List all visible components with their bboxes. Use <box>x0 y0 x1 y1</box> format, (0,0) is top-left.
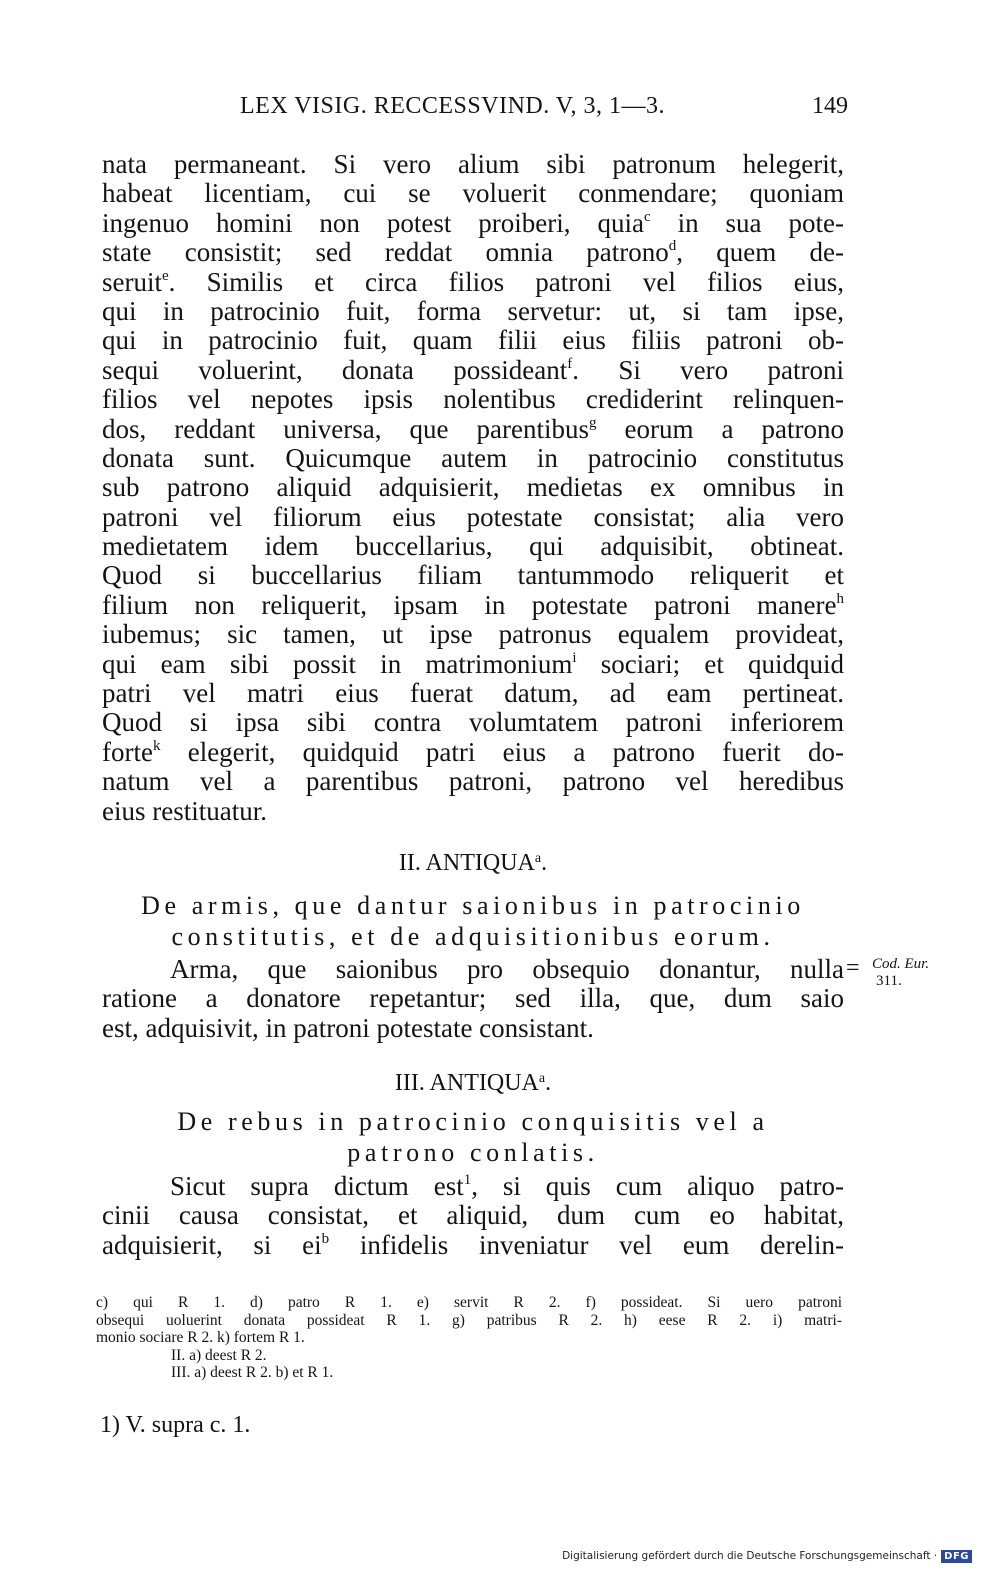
page-number: 149 <box>812 93 848 119</box>
footnote-marker: d <box>668 238 677 255</box>
rubric-iii <box>102 1106 844 1168</box>
text-line <box>102 503 844 532</box>
text-line <box>102 650 844 679</box>
text-segment: Arma, que saionibus pro obsequio donantur, nulla <box>170 954 844 984</box>
text-segment: dos, reddant universa, que parentibus <box>102 413 589 444</box>
credit-text: Digitalisierung gefördert durch die Deutsche Forschungsgemeinschaft · <box>562 1550 938 1562</box>
text-segment: donata sunt. Quicumque autem in patrocinio constitutus <box>102 442 844 473</box>
text-line <box>102 356 844 385</box>
text-line <box>102 1201 844 1230</box>
text-segment: medietatem idem buccellarius, qui adquisibit, obtineat. <box>102 531 844 562</box>
text-segment: sub patrono aliquid adquisierit, medietas ex omnibus in <box>102 472 844 503</box>
text-line <box>102 532 844 561</box>
text-line <box>102 415 844 444</box>
footnote-line: monio sociare R 2. k) fortem R 1. <box>96 1329 305 1346</box>
text-segment: nata permaneant. Si vero alium sibi patronum helegerit, <box>102 149 844 179</box>
text-segment: . Si vero patroni <box>572 354 844 385</box>
text-segment: sequi voluerint, donata possideant <box>102 354 568 385</box>
text-line <box>102 561 844 590</box>
text-segment: patroni vel filiorum eius potestate consistat; alia vero <box>102 501 844 532</box>
footnote-line: obsequi uoluerint donata possideat R 1. g) patribus R 2. h) eese R 2. i) matri- <box>96 1311 842 1329</box>
text-segment: habeat licentiam, cui se voluerit conmendare; quoniam <box>102 178 844 209</box>
text-segment: adquisierit, si ei <box>102 1229 322 1260</box>
text-line <box>102 708 844 737</box>
text-segment: iubemus; sic tamen, ut ipse patronus equalem provideat, <box>102 619 844 650</box>
text-segment: qui in patrocinio fuit, quam filii eius filiis patroni ob- <box>102 325 844 356</box>
text-line <box>102 179 844 208</box>
text-segment: elegerit, quidquid patri eius a patrono fuerit do- <box>160 736 844 767</box>
text-line <box>102 591 844 620</box>
digitization-credit <box>562 1546 972 1566</box>
text-segment: filium non reliquerit, ipsam in potestate patroni manere <box>102 589 837 620</box>
margin-source: Cod. Eur. <box>872 956 930 972</box>
footnote-marker: b <box>321 1230 330 1247</box>
section-heading-iii-period: . <box>545 1070 552 1096</box>
footnote-line: II. a) deest R 2. <box>171 1346 267 1364</box>
rubric-ii-line-1: De armis, que dantur saionibus in patrocinio <box>141 891 805 920</box>
rubric-ii-line-2: constitutis, et de adquisitionibus eorum. <box>171 922 775 951</box>
text-line <box>102 797 844 826</box>
footnote-marker: f <box>567 355 573 372</box>
text-segment: eorum a patrono <box>596 413 845 444</box>
section-heading-ii-period: . <box>541 850 548 876</box>
margin-number: 311. <box>876 973 902 989</box>
footnote-line: III. a) deest R 2. b) et R 1. <box>171 1364 334 1381</box>
text-segment: filios vel nepotes ipsis nolentibus crediderint relinquen- <box>102 384 844 415</box>
margin-equals-sign: = <box>846 955 860 981</box>
text-segment: Sicut supra dictum est <box>170 1171 464 1201</box>
text-line <box>102 679 844 708</box>
critical-apparatus <box>96 1294 842 1382</box>
text-line <box>102 326 844 355</box>
text-segment: natum vel a parentibus patroni, patrono vel heredibus <box>102 766 844 797</box>
footnote-line: c) qui R 1. d) patro R 1. e) servit R 2. f) possideat. Si uero patroni <box>96 1294 842 1311</box>
text-line <box>102 268 844 297</box>
text-segment: Quod si ipsa sibi contra volumtatem patroni inferiorem <box>102 707 844 738</box>
text-segment: ratione a donatore repetantur; sed illa, que, dum saio <box>102 983 844 1014</box>
text-segment: seruit <box>102 266 162 297</box>
section-heading-ii-note: a <box>534 851 542 866</box>
text-line <box>102 1231 844 1260</box>
footnote-marker: c <box>643 208 651 225</box>
text-segment: , quem de- <box>676 237 844 268</box>
dfg-logo: DFG <box>941 1550 972 1563</box>
text-segment: , si quis cum aliquo patro- <box>471 1171 844 1201</box>
text-segment: est, adquisivit, in patroni potestate consistant. <box>102 1012 594 1043</box>
text-segment: sociari; et quidquid <box>576 648 844 679</box>
text-line <box>102 767 844 796</box>
paragraph-1 <box>102 150 844 826</box>
text-segment: ingenuo homini non potest proiberi, quia <box>102 207 644 238</box>
text-line <box>102 444 844 473</box>
footnote-marker: h <box>836 590 844 607</box>
footnote-marker: 1 <box>463 1172 472 1188</box>
section-heading-iii-note: a <box>538 1071 546 1086</box>
section-ii-text <box>102 955 844 1043</box>
text-line <box>102 955 844 984</box>
text-segment: qui eam sibi possit in matrimonium <box>102 648 573 679</box>
text-line <box>102 385 844 414</box>
section-heading-iii-text: III. ANTIQUA <box>394 1070 539 1096</box>
text-segment: forte <box>102 736 153 767</box>
text-segment: eius restituatur. <box>102 795 267 826</box>
text-segment: . Similis et circa filios patroni vel filios eius, <box>168 266 844 297</box>
section-heading-ii <box>102 848 844 878</box>
footnote-marker: k <box>152 737 161 754</box>
running-title: LEX VISIG. RECCESSVIND. V, 3, 1—3. <box>240 93 666 119</box>
text-line <box>102 984 844 1013</box>
section-heading-ii-text: II. ANTIQUA <box>398 850 535 876</box>
rubric-ii <box>102 890 844 952</box>
text-line <box>102 238 844 267</box>
section-iii-text <box>102 1172 844 1260</box>
running-header <box>240 88 848 124</box>
footnote-marker: g <box>589 414 597 431</box>
footnote-marker: i <box>572 649 577 666</box>
reference-footnote: 1) V. supra c. 1. <box>100 1412 251 1438</box>
text-segment: cinii causa consistat, et aliquid, dum cum eo habitat, <box>102 1200 844 1231</box>
text-line <box>102 209 844 238</box>
text-line <box>102 620 844 649</box>
text-line <box>102 473 844 502</box>
text-segment: Quod si buccellarius filiam tantummodo reliquerit et <box>102 560 844 591</box>
text-line <box>102 297 844 326</box>
text-segment: infidelis inveniatur vel eum derelin- <box>329 1229 844 1260</box>
rubric-iii-line-2: patrono conlatis. <box>347 1138 599 1167</box>
text-segment: in sua pote- <box>650 207 844 238</box>
rubric-iii-line-1: De rebus in patrocinio conquisitis vel a <box>177 1107 769 1136</box>
footnote-marker: e <box>162 267 169 284</box>
text-segment: patri vel matri eius fuerat datum, ad eam pertineat. <box>102 678 844 709</box>
section-heading-iii <box>102 1068 844 1098</box>
text-line <box>102 1014 844 1043</box>
text-line <box>102 1172 844 1201</box>
text-line <box>102 738 844 767</box>
text-line <box>102 150 844 179</box>
text-segment: state consistit; sed reddat omnia patrono <box>102 237 669 268</box>
text-segment: qui in patrocinio fuit, forma servetur: ut, si tam ipse, <box>102 295 844 326</box>
